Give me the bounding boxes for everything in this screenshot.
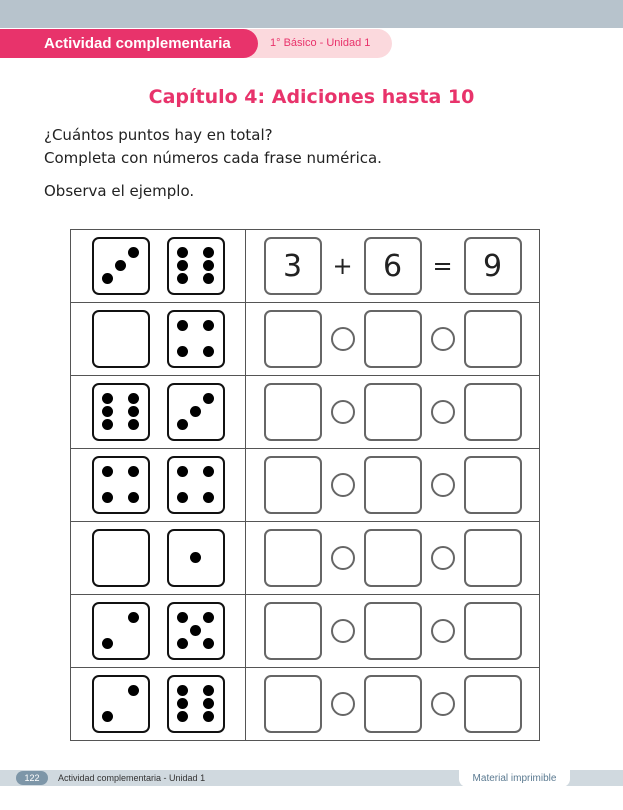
die-pip bbox=[177, 492, 188, 503]
table-row bbox=[71, 449, 540, 522]
die-pip bbox=[102, 638, 113, 649]
die-pip bbox=[190, 552, 201, 563]
addend-1-box[interactable] bbox=[264, 602, 322, 660]
sum-box[interactable] bbox=[464, 529, 522, 587]
addend-2-box[interactable] bbox=[364, 456, 422, 514]
dice-pair-cell bbox=[71, 376, 246, 449]
dice-pair-cell bbox=[71, 230, 246, 303]
table-row bbox=[71, 303, 540, 376]
dice-pair-cell bbox=[71, 303, 246, 376]
dice-addition-table bbox=[70, 229, 540, 741]
die-pip bbox=[102, 419, 113, 430]
die-pip bbox=[128, 419, 139, 430]
die-pip bbox=[102, 273, 113, 284]
die-left-row-4 bbox=[92, 529, 150, 587]
example-addend-2: 6 bbox=[364, 237, 422, 295]
die-pip bbox=[203, 346, 214, 357]
die-pip bbox=[102, 406, 113, 417]
die-pip bbox=[128, 466, 139, 477]
number-sentence-cell bbox=[246, 376, 540, 449]
die-pip bbox=[115, 260, 126, 271]
plus-sign: + bbox=[332, 252, 353, 280]
die-pip bbox=[128, 685, 139, 696]
table-row bbox=[71, 522, 540, 595]
die-right-row-3 bbox=[167, 456, 225, 514]
equals-circle[interactable] bbox=[431, 473, 455, 497]
table-row bbox=[71, 230, 540, 303]
addend-2-box[interactable] bbox=[364, 529, 422, 587]
die-pip bbox=[177, 247, 188, 258]
die-pip bbox=[177, 260, 188, 271]
equals-circle[interactable] bbox=[431, 692, 455, 716]
top-band bbox=[0, 0, 623, 28]
die-right-row-2 bbox=[167, 383, 225, 441]
addend-2-box[interactable] bbox=[364, 383, 422, 441]
operator-circle[interactable] bbox=[331, 327, 355, 351]
sum-box[interactable] bbox=[464, 310, 522, 368]
die-pip bbox=[102, 711, 113, 722]
example-sum: 9 bbox=[464, 237, 522, 295]
die-pip bbox=[102, 393, 113, 404]
die-pip bbox=[177, 612, 188, 623]
die-pip bbox=[203, 638, 214, 649]
die-pip bbox=[128, 393, 139, 404]
number-sentence-cell bbox=[246, 522, 540, 595]
die-right-row-4 bbox=[167, 529, 225, 587]
die-right-row-1 bbox=[167, 310, 225, 368]
dice-pair-cell bbox=[71, 522, 246, 595]
operator-circle[interactable] bbox=[331, 546, 355, 570]
number-sentence-cell bbox=[246, 595, 540, 668]
die-pip bbox=[190, 406, 201, 417]
die-left-row-3 bbox=[92, 456, 150, 514]
page-title: Capítulo 4: Adiciones hasta 10 bbox=[148, 86, 475, 108]
addend-1-box[interactable] bbox=[264, 310, 322, 368]
operator-circle[interactable] bbox=[331, 619, 355, 643]
die-pip bbox=[203, 685, 214, 696]
addend-1-box[interactable] bbox=[264, 383, 322, 441]
die-left-row-6 bbox=[92, 675, 150, 733]
addend-2-box[interactable] bbox=[364, 675, 422, 733]
dice-pair-cell bbox=[71, 595, 246, 668]
sum-box[interactable] bbox=[464, 675, 522, 733]
die-pip bbox=[102, 492, 113, 503]
die-right-row-0 bbox=[167, 237, 225, 295]
die-pip bbox=[177, 273, 188, 284]
die-pip bbox=[177, 466, 188, 477]
instruction-complete: Completa con números cada frase numérica. bbox=[44, 149, 382, 167]
equals-circle[interactable] bbox=[431, 400, 455, 424]
die-pip bbox=[203, 260, 214, 271]
die-pip bbox=[177, 419, 188, 430]
die-pip bbox=[177, 685, 188, 696]
die-pip bbox=[128, 492, 139, 503]
die-pip bbox=[203, 698, 214, 709]
addend-1-box[interactable] bbox=[264, 456, 322, 514]
die-pip bbox=[177, 698, 188, 709]
die-pip bbox=[203, 612, 214, 623]
table-row bbox=[71, 376, 540, 449]
die-pip bbox=[128, 247, 139, 258]
sum-box[interactable] bbox=[464, 383, 522, 441]
addend-1-box[interactable] bbox=[264, 675, 322, 733]
die-pip bbox=[203, 492, 214, 503]
die-pip bbox=[203, 273, 214, 284]
number-sentence-cell bbox=[246, 230, 540, 303]
dice-pair-cell bbox=[71, 449, 246, 522]
die-pip bbox=[203, 711, 214, 722]
number-sentence-cell bbox=[246, 303, 540, 376]
number-sentence-cell bbox=[246, 449, 540, 522]
dice-pair-cell bbox=[71, 668, 246, 741]
example-addend-1: 3 bbox=[264, 237, 322, 295]
equals-sign: = bbox=[432, 252, 453, 280]
operator-circle[interactable] bbox=[331, 473, 355, 497]
footer-text: Actividad complementaria - Unidad 1 bbox=[58, 773, 206, 783]
equals-circle[interactable] bbox=[431, 546, 455, 570]
die-pip bbox=[177, 320, 188, 331]
die-pip bbox=[203, 393, 214, 404]
equals-circle[interactable] bbox=[431, 327, 455, 351]
addend-2-box[interactable] bbox=[364, 310, 422, 368]
die-right-row-5 bbox=[167, 602, 225, 660]
die-pip bbox=[177, 711, 188, 722]
die-pip bbox=[102, 466, 113, 477]
addend-2-box[interactable] bbox=[364, 602, 422, 660]
die-pip bbox=[128, 612, 139, 623]
sum-box[interactable] bbox=[464, 602, 522, 660]
addend-1-box[interactable] bbox=[264, 529, 322, 587]
operator-circle[interactable] bbox=[331, 400, 355, 424]
table-row bbox=[71, 668, 540, 741]
page-number: 122 bbox=[16, 771, 48, 785]
printable-label: Material imprimible bbox=[459, 770, 570, 787]
die-pip bbox=[128, 406, 139, 417]
die-left-row-2 bbox=[92, 383, 150, 441]
grade-tab: 1° Básico - Unidad 1 bbox=[232, 29, 392, 58]
die-pip bbox=[203, 247, 214, 258]
equals-circle[interactable] bbox=[431, 619, 455, 643]
die-left-row-5 bbox=[92, 602, 150, 660]
die-left-row-0 bbox=[92, 237, 150, 295]
die-pip bbox=[203, 466, 214, 477]
die-pip bbox=[177, 638, 188, 649]
die-right-row-6 bbox=[167, 675, 225, 733]
die-pip bbox=[177, 346, 188, 357]
die-pip bbox=[190, 625, 201, 636]
sum-box[interactable] bbox=[464, 456, 522, 514]
activity-tab: Actividad complementaria bbox=[0, 29, 258, 58]
table-row bbox=[71, 595, 540, 668]
number-sentence-cell bbox=[246, 668, 540, 741]
operator-circle[interactable] bbox=[331, 692, 355, 716]
die-pip bbox=[203, 320, 214, 331]
instruction-question: ¿Cuántos puntos hay en total? bbox=[44, 126, 273, 144]
instruction-example: Observa el ejemplo. bbox=[44, 182, 195, 200]
die-left-row-1 bbox=[92, 310, 150, 368]
